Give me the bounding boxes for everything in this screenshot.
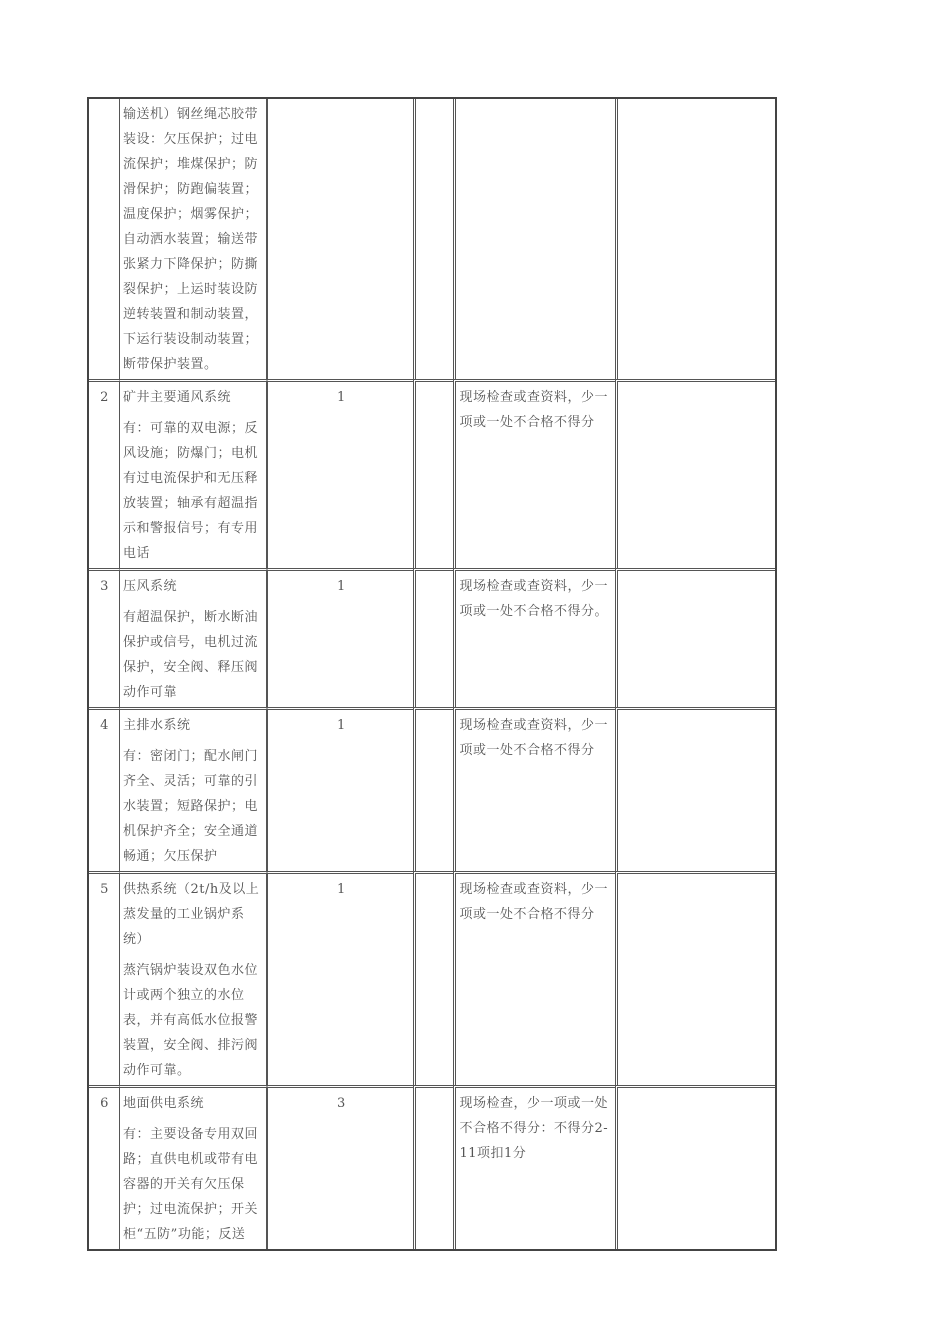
- item-detail: 有：密闭门；配水闸门齐全、灵活；可靠的引水装置；短路保护；电机保护齐全；安全通道畅通；欠压保护: [123, 749, 259, 864]
- table-row: [89, 568, 775, 707]
- item-cell: [119, 1085, 267, 1249]
- item-detail: 输送机）钢丝绳芯胶带装设：欠压保护；过电流保护；堆煤保护；防滑保护；防跑偏装置；温度保护；烟雾保护；自动洒水装置；输送带张紧力下降保护；防撕裂保护；上运时装设防逆转装置和制动装置，下运行装设制动装置；断带保护装置。: [123, 107, 259, 372]
- score-cell: 3: [267, 1085, 413, 1249]
- score-cell: 1: [267, 871, 413, 1085]
- remark-cell: [615, 568, 775, 707]
- blank-cell: [413, 871, 453, 1085]
- row-number: 6: [89, 1085, 119, 1249]
- row-number: 2: [89, 379, 119, 568]
- method-cell: 现场检查或查资料，少一项或一处不合格不得分: [453, 379, 614, 568]
- row-number: 3: [89, 568, 119, 707]
- item-title: 矿井主要通风系统: [123, 390, 232, 405]
- table-row: [89, 707, 775, 871]
- blank-cell: [413, 1085, 453, 1249]
- row-number: [89, 99, 119, 379]
- blank-cell: [413, 568, 453, 707]
- item-title: 供热系统（2t/h及以上蒸发量的工业锅炉系统）: [123, 882, 260, 947]
- score-cell: 1: [267, 707, 413, 871]
- table-row: [89, 871, 775, 1085]
- table-row: [89, 99, 775, 379]
- method-cell: 现场检查或查资料，少一项或一处不合格不得分。: [453, 568, 614, 707]
- table-row: [89, 1085, 775, 1249]
- blank-cell: [413, 379, 453, 568]
- blank-cell: [413, 99, 453, 379]
- score-cell: 1: [267, 568, 413, 707]
- item-cell: [119, 707, 267, 871]
- row-number: 5: [89, 871, 119, 1085]
- remark-cell: [615, 871, 775, 1085]
- method-cell: 现场检查或查资料，少一项或一处不合格不得分: [453, 871, 614, 1085]
- table-row: [89, 379, 775, 568]
- item-detail: 蒸汽锅炉装设双色水位计或两个独立的水位表，并有高低水位报警装置，安全阀、排污阀动作可靠。: [123, 963, 259, 1078]
- inspection-table: [87, 97, 777, 1251]
- score-cell: [267, 99, 413, 379]
- remark-cell: [615, 707, 775, 871]
- item-cell: [119, 99, 267, 379]
- remark-cell: [615, 99, 775, 379]
- item-cell: [119, 871, 267, 1085]
- item-title: 地面供电系统: [123, 1096, 205, 1111]
- item-title: 压风系统: [123, 579, 178, 594]
- item-detail: 有：可靠的双电源；反风设施；防爆门；电机有过电流保护和无压释放装置；轴承有超温指示和警报信号；有专用电话: [123, 421, 259, 561]
- item-detail: 有超温保护，断水断油保护或信号，电机过流保护，安全阀、释压阀动作可靠: [123, 610, 259, 700]
- item-detail: 有：主要设备专用双回路；直供电机或带有电容器的开关有欠压保护；过电流保护；开关柜“五防”功能；反送: [123, 1127, 259, 1242]
- row-number: 4: [89, 707, 119, 871]
- blank-cell: [413, 707, 453, 871]
- method-cell: 现场检查，少一项或一处不合格不得分：不得分2-11项扣1分: [453, 1085, 614, 1249]
- method-cell: [453, 99, 614, 379]
- remark-cell: [615, 379, 775, 568]
- method-cell: 现场检查或查资料，少一项或一处不合格不得分: [453, 707, 614, 871]
- score-cell: 1: [267, 379, 413, 568]
- remark-cell: [615, 1085, 775, 1249]
- item-title: 主排水系统: [123, 718, 191, 733]
- item-cell: [119, 379, 267, 568]
- item-cell: [119, 568, 267, 707]
